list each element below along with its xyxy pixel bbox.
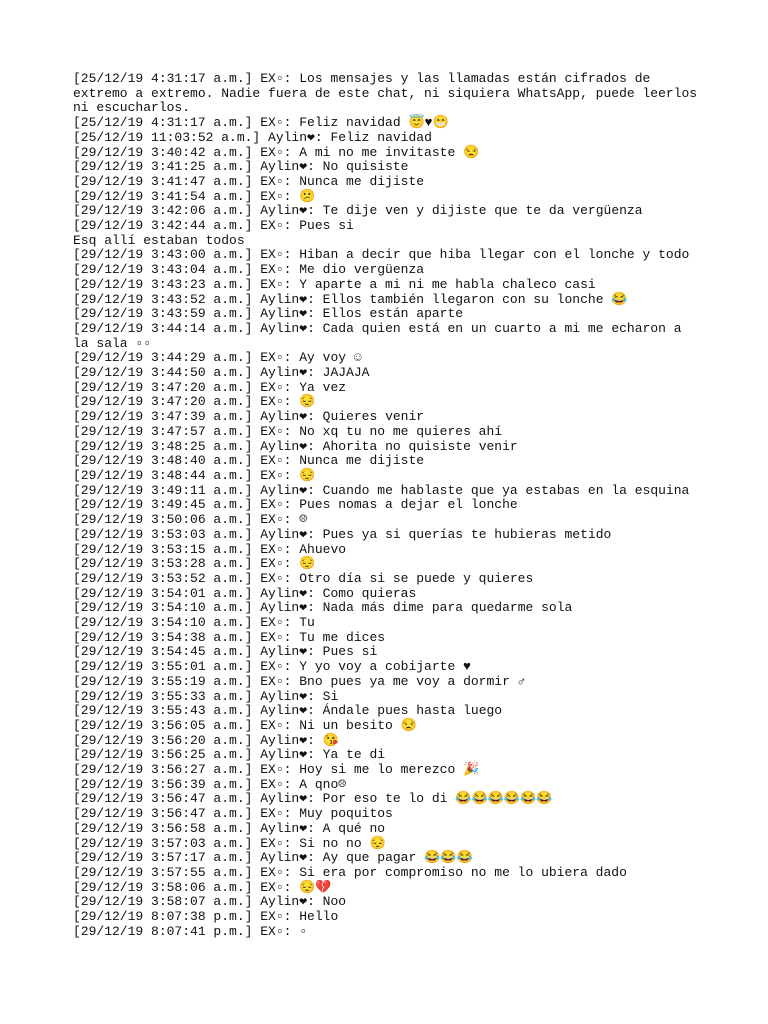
chat-message-line: [29/12/19 3:41:25 a.m.] Aylin❤: No quisiste	[73, 159, 409, 175]
chat-message-line: [29/12/19 3:57:55 a.m.] EX▫: Si era por compromiso no me lo ubiera dado	[73, 864, 627, 880]
chat-message-line: [29/12/19 3:49:45 a.m.] EX▫: Pues nomas a dejar el lonche	[73, 497, 518, 513]
chat-message-line: [29/12/19 3:47:57 a.m.] EX▫: No xq tu no me quieres ahí	[73, 423, 503, 439]
chat-message-line: [29/12/19 3:50:06 a.m.] EX▫: ☹	[73, 512, 308, 528]
chat-message-line: [29/12/19 3:54:01 a.m.] Aylin❤: Como quieras	[73, 585, 417, 601]
chat-message-line: [29/12/19 3:49:11 a.m.] Aylin❤: Cuando me hablaste que ya estabas en la esquina	[73, 482, 690, 498]
chat-message-line: [29/12/19 3:56:27 a.m.] EX▫: Hoy si me lo merezco 🎉	[73, 762, 480, 778]
chat-message-line: [29/12/19 3:57:03 a.m.] EX▫: Si no no 😔	[73, 835, 386, 851]
chat-message-line: [29/12/19 3:57:17 a.m.] Aylin❤: Ay que pagar 😂😂😂	[73, 850, 473, 866]
chat-message-line: [29/12/19 3:44:29 a.m.] EX▫: Ay voy ☺	[73, 350, 362, 366]
chat-message-line: [29/12/19 3:56:47 a.m.] EX▫: Muy poquitos	[73, 806, 393, 822]
chat-transcript	[73, 71, 705, 939]
chat-message-line: [29/12/19 3:54:10 a.m.] Aylin❤: Nada más dime para quedarme sola	[73, 600, 573, 616]
chat-message-line: [29/12/19 3:53:15 a.m.] EX▫: Ahuevo	[73, 541, 347, 557]
chat-message-line: [29/12/19 3:47:20 a.m.] EX▫: 😔	[73, 394, 316, 410]
chat-message-line: [29/12/19 3:42:06 a.m.] Aylin❤: Te dije ven y dijiste que te da vergüenza	[73, 203, 643, 219]
chat-message-line: [29/12/19 3:44:14 a.m.] Aylin❤: Cada quien está en un cuarto a mi me echaron a la sala ▫▫	[73, 320, 690, 351]
chat-message-line: [29/12/19 3:54:45 a.m.] Aylin❤: Pues si	[73, 644, 378, 660]
chat-message-line: [25/12/19 4:31:17 a.m.] EX▫: Los mensajes y las llamadas están cifrados de extremo a extremo. Nadie fuera de este chat, ni siquiera WhatsApp, puede leerlos ni escucharlos.	[73, 71, 705, 116]
chat-message-line: [25/12/19 11:03:52 a.m.] Aylin❤: Feliz navidad	[73, 129, 432, 145]
chat-message-line: [29/12/19 3:53:52 a.m.] EX▫: Otro día si se puede y quieres	[73, 570, 534, 586]
chat-message-line: [29/12/19 3:48:25 a.m.] Aylin❤: Ahorita no quisiste venir	[73, 438, 518, 454]
chat-message-line: [29/12/19 3:43:00 a.m.] EX▫: Hiban a decir que hiba llegar con el lonche y todo	[73, 247, 690, 263]
chat-message-line: [29/12/19 3:41:47 a.m.] EX▫: Nunca me dijiste	[73, 173, 425, 189]
chat-message-line: [29/12/19 3:56:20 a.m.] Aylin❤: 😘	[73, 732, 339, 748]
chat-message-line: [29/12/19 3:42:44 a.m.] EX▫: Pues si Esq allí estaban todos	[73, 218, 354, 248]
chat-message-line: [29/12/19 3:56:39 a.m.] EX▫: A qno☹	[73, 776, 347, 792]
chat-message-line: [29/12/19 3:48:44 a.m.] EX▫: 😔	[73, 467, 316, 483]
chat-message-line: [29/12/19 3:54:10 a.m.] EX▫: Tu	[73, 615, 315, 631]
chat-message-line: [29/12/19 3:41:54 a.m.] EX▫: 😕	[73, 188, 316, 204]
chat-message-line: [29/12/19 3:56:58 a.m.] Aylin❤: A qué no	[73, 820, 386, 836]
chat-message-line: [29/12/19 3:53:03 a.m.] Aylin❤: Pues ya si querías te hubieras metido	[73, 526, 612, 542]
chat-message-line: [29/12/19 3:58:07 a.m.] Aylin❤: Noo	[73, 894, 347, 910]
chat-message-line: [29/12/19 3:55:33 a.m.] Aylin❤: Si	[73, 688, 339, 704]
chat-message-line: [29/12/19 8:07:41 p.m.] EX▫: ▫	[73, 923, 308, 939]
chat-message-line: [29/12/19 3:40:42 a.m.] EX▫: A mi no me invitaste 😒	[73, 144, 480, 160]
chat-message-line: [29/12/19 3:43:52 a.m.] Aylin❤: Ellos también llegaron con su lonche 😂	[73, 291, 628, 307]
chat-message-line: [29/12/19 3:44:50 a.m.] Aylin❤: JAJAJA	[73, 365, 370, 381]
chat-message-line: [29/12/19 3:43:59 a.m.] Aylin❤: Ellos están aparte	[73, 306, 464, 322]
chat-message-line: [25/12/19 4:31:17 a.m.] EX▫: Feliz navidad 😇♥😁	[73, 115, 449, 131]
chat-message-line: [29/12/19 3:55:43 a.m.] Aylin❤: Ándale pues hasta luego	[73, 703, 503, 719]
chat-message-line: [29/12/19 3:58:06 a.m.] EX▫: 😔💔	[73, 879, 332, 895]
chat-message-line: [29/12/19 3:53:28 a.m.] EX▫: 😔	[73, 556, 316, 572]
chat-message-line: [29/12/19 8:07:38 p.m.] EX▫: Hello	[73, 909, 339, 925]
chat-message-line: [29/12/19 3:55:19 a.m.] EX▫: Bno pues ya me voy a dormir ♂	[73, 673, 526, 689]
chat-message-line: [29/12/19 3:56:47 a.m.] Aylin❤: Por eso te lo di 😂😂😂😂😂😂	[73, 791, 553, 807]
chat-message-line: [29/12/19 3:56:25 a.m.] Aylin❤: Ya te di	[73, 747, 386, 763]
chat-message-line: [29/12/19 3:43:04 a.m.] EX▫: Me dio vergüenza	[73, 262, 425, 278]
chat-message-line: [29/12/19 3:47:39 a.m.] Aylin❤: Quieres venir	[73, 409, 425, 425]
chat-message-line: [29/12/19 3:54:38 a.m.] EX▫: Tu me dices	[73, 629, 386, 645]
chat-message-line: [29/12/19 3:55:01 a.m.] EX▫: Y yo voy a cobijarte ♥	[73, 659, 471, 675]
chat-message-line: [29/12/19 3:48:40 a.m.] EX▫: Nunca me dijiste	[73, 453, 425, 469]
chat-message-line: [29/12/19 3:47:20 a.m.] EX▫: Ya vez	[73, 379, 347, 395]
chat-message-line: [29/12/19 3:56:05 a.m.] EX▫: Ni un besito 😒	[73, 717, 417, 733]
chat-message-line: [29/12/19 3:43:23 a.m.] EX▫: Y aparte a mi ni me habla chaleco casi	[73, 276, 596, 292]
